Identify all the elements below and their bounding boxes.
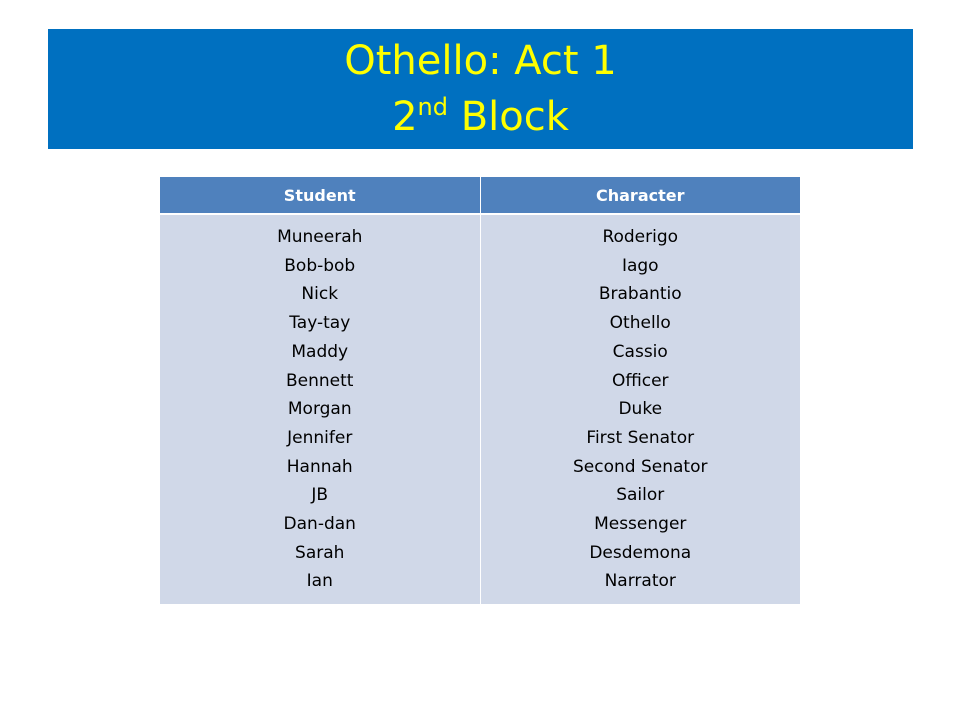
block-number: 2 — [392, 94, 418, 140]
ordinal-suffix: nd — [417, 93, 448, 121]
student-name: Sarah — [295, 542, 345, 563]
student-name: JB — [311, 485, 329, 506]
student-name: Ian — [306, 571, 333, 592]
character-column-header: Character — [480, 177, 800, 214]
character-list — [480, 214, 800, 604]
slide-subtitle — [48, 93, 913, 141]
character-name: Brabantio — [598, 284, 682, 305]
student-name: Dan-dan — [283, 514, 356, 535]
student-column-header: Student — [160, 177, 480, 214]
character-name: Sailor — [616, 485, 665, 506]
table-row — [160, 214, 800, 604]
student-name: Bennett — [286, 370, 354, 391]
character-name: Cassio — [612, 341, 668, 362]
student-name: Muneerah — [277, 227, 363, 247]
student-name: Bob-bob — [284, 255, 356, 276]
student-name: Jennifer — [287, 427, 353, 448]
student-name: Morgan — [287, 399, 352, 420]
student-list — [160, 214, 480, 604]
student-name: Hannah — [286, 456, 353, 477]
character-name: Iago — [621, 255, 659, 276]
character-name: Desdemona — [589, 542, 692, 563]
character-name: Duke — [618, 399, 663, 420]
character-name: First Senator — [586, 427, 695, 448]
character-name: Othello — [609, 313, 671, 334]
block-label: Block — [448, 94, 569, 140]
roster-table — [160, 177, 800, 604]
character-name: Messenger — [594, 514, 687, 535]
student-name: Maddy — [291, 341, 349, 362]
character-name: Roderigo — [602, 227, 679, 247]
student-name: Nick — [301, 284, 339, 305]
header-row — [160, 177, 800, 214]
character-name: Second Senator — [573, 456, 708, 477]
character-name: Narrator — [604, 571, 676, 592]
slide-title: Othello: Act 1 — [344, 38, 617, 84]
student-name: Tay-tay — [289, 313, 351, 334]
character-name: Officer — [611, 370, 669, 391]
title-banner — [48, 29, 913, 149]
